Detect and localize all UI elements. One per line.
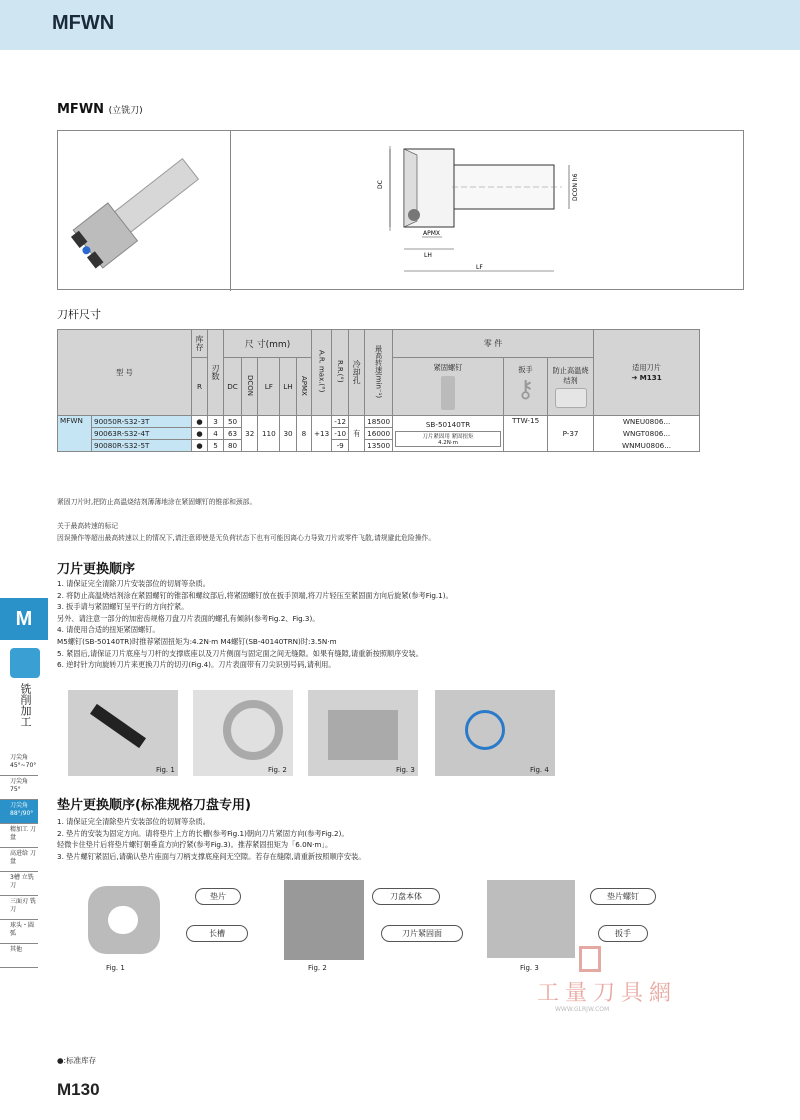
sidebar-item-ball[interactable]: 球头・圆弧: [0, 920, 38, 944]
insert-step: M5螺钉(SB-50140TR)时推荐紧固扭矩为:4.2N·m M4螺钉(SB-40140TRN)时:3.5N·m: [57, 636, 337, 646]
dcon-label: DCON h6: [572, 173, 579, 201]
model-cell-2: 90080R-S32-5T: [92, 440, 192, 452]
wrench-cell: TTW-15: [504, 416, 548, 452]
th-dimensions: 尺 寸(mm): [224, 330, 312, 358]
sidebar-item-88-90[interactable]: 刀尖角 88°/90°: [0, 800, 38, 824]
insert-fig4-label: Fig. 4: [530, 766, 549, 774]
th-dcon: DCON: [242, 358, 258, 416]
sidebar-item-high-feed[interactable]: 高进给 刀盘: [0, 848, 38, 872]
stock-cell-1: ●: [192, 428, 208, 440]
th-lh: LH: [280, 358, 297, 416]
callout-wrench: 扳手: [598, 925, 648, 942]
insert-fig1-photo: [68, 690, 178, 776]
shim-fig2-label: Fig. 2: [308, 964, 327, 972]
dc-cell-0: 50: [224, 416, 242, 428]
apmx-label: APMX: [423, 230, 441, 237]
tube-icon: [555, 388, 587, 408]
stock-cell-0: ●: [192, 416, 208, 428]
watermark-url: WWW.GLRJW.COM: [555, 1006, 610, 1013]
speed-cell-1: 16000: [365, 428, 393, 440]
note-speed-title: 关于最高转速的标记: [57, 522, 119, 530]
inserts-heading: 适用刀片: [632, 363, 661, 372]
insert-step: 2. 将防止高温烧结剂涂在紧固螺钉的锥部和螺纹部后,将紧固螺钉放在扳手顶端,将刀片轻压至紧固面方向后旋紧(参考Fig.1)。: [57, 590, 453, 600]
tool-figure-box: [57, 130, 744, 290]
th-coolant: 冷却孔: [349, 330, 365, 416]
insert-fig2-label: Fig. 2: [268, 766, 287, 774]
lh-label: LH: [424, 252, 432, 259]
insert-step: 3. 扳手请与紧固螺钉呈平行的方向拧紧。: [57, 602, 189, 612]
z-cell-0: 3: [208, 416, 224, 428]
ar-cell: +13: [312, 416, 332, 452]
th-screw: 紧固螺钉: [393, 358, 504, 416]
screw-model: SB-50140TR: [425, 420, 471, 429]
rr-cell-1: -10: [332, 428, 349, 440]
tool-photo: [58, 131, 228, 289]
sidebar-nav: [0, 752, 38, 968]
insert-fig1-label: Fig. 1: [156, 766, 175, 774]
apmx-cell: 8: [296, 416, 311, 452]
shim-step: 2. 垫片的安装为固定方向。请将垫片上方的长槽(参考Fig.1)朝向刀片紧固方向(参考Fig.2)。: [57, 828, 349, 838]
watermark-logo: [579, 946, 601, 972]
section-tab-m[interactable]: M: [0, 598, 48, 640]
shim-fig1-photo: [80, 880, 170, 960]
th-antiseize: 防止高温烧结剂: [548, 358, 594, 416]
shim-fig2-photo: [284, 880, 364, 960]
torque-box: 刀片紧固用 紧固扭矩 4.2N·m: [395, 431, 501, 447]
spec-table: [57, 329, 700, 452]
wrench-icon: ⚷: [516, 374, 535, 403]
insert-fig3-photo: [308, 690, 418, 776]
coolant-cell: 有: [349, 416, 365, 452]
sidebar-item-45-70[interactable]: 刀尖角 45°~70°: [0, 752, 38, 776]
insert-step: 4. 请使用合适的扭矩紧固螺钉。: [57, 625, 160, 635]
shim-proc-steps: [57, 816, 657, 862]
insert-cell-0: WNEU0806...: [594, 416, 700, 428]
th-stock-r: R: [192, 358, 208, 416]
watermark: [537, 946, 697, 1016]
sidebar-item-other[interactable]: 其他: [0, 944, 38, 968]
insert-step: 6. 逆时针方向旋转刀片来更换刀片的切刃(Fig.4)。刀片表面带有刀尖识别号码,请利用。: [57, 660, 336, 670]
th-apmx: APMX: [296, 358, 311, 416]
lf-label: LF: [476, 264, 483, 271]
figure-divider: [230, 131, 231, 291]
th-ar: A.R. max.(°): [312, 330, 332, 416]
model-cell-1: 90063R-S32-4T: [92, 428, 192, 440]
shim-fig1-label: Fig. 1: [106, 964, 125, 972]
section-title: [57, 102, 143, 117]
th-model: 型 号: [58, 330, 192, 416]
dc-cell-2: 80: [224, 440, 242, 452]
callout-clamp-face: 刀片紧固面: [381, 925, 463, 942]
lf-cell: 110: [258, 416, 280, 452]
th-rr: R.R.(°): [332, 330, 349, 416]
series-cell: MFWN: [58, 416, 92, 452]
dc-label: DC: [377, 180, 384, 189]
sidebar-item-3-flute[interactable]: 3槽 立铣刀: [0, 872, 38, 896]
z-cell-2: 5: [208, 440, 224, 452]
callout-groove: 长槽: [186, 925, 248, 942]
screw-icon: [441, 376, 455, 410]
th-wrench: 扳手 ⚷: [504, 358, 548, 416]
note-antiseize: 紧固刀片时,把防止高温烧结剂薄薄地涂在紧固螺钉的锥部和颈部。: [57, 498, 257, 506]
insert-step: 5. 紧固后,请保证刀片底座与刀杆的支撑底座以及刀片侧面与固定面之间无缝隙。如果有缝隙,请重新按照顺序安装。: [57, 648, 423, 658]
header-bar: [0, 0, 800, 50]
insert-ref-link[interactable]: ➜ M131: [631, 373, 662, 382]
tool-drawing: [232, 131, 742, 289]
sidebar-item-side-mill[interactable]: 三面刃 铣刀: [0, 896, 38, 920]
screw-cell: [393, 416, 504, 452]
insert-step: 另外、请注意一部分的加密齿规格刀盘刀片表面的螺孔有倾斜(参考Fig.2、Fig.3)。: [57, 613, 320, 623]
shim-step: 轻微卡住垫片后将垫片螺钉朝垂直方向拧紧(参考Fig.3)。推荐紧固扭矩为「6.0N·m」。: [57, 840, 333, 850]
callout-body: 刀盘本体: [372, 888, 440, 905]
sidebar-label: 铣削加工: [19, 683, 32, 727]
antiseize-cell: P-37: [548, 416, 594, 452]
shim-step: 1. 请保证完全清除垫片安装部位的切屑等杂质。: [57, 817, 210, 826]
insert-cell-2: WNMU0806...: [594, 440, 700, 452]
shim-step: 3. 垫片螺钉紧固后,请确认垫片座面与刀柄支撑底座间无空隙。若存在缝隙,请重新按照顺序安装。: [57, 851, 366, 861]
shim-fig3-label: Fig. 3: [520, 964, 539, 972]
th-dc: DC: [224, 358, 242, 416]
dc-cell-1: 63: [224, 428, 242, 440]
rr-cell-2: -9: [332, 440, 349, 452]
th-inserts: [594, 330, 700, 416]
insert-fig4-photo: [435, 690, 555, 776]
page-header-title: MFWN: [52, 12, 115, 34]
rr-cell-0: -12: [332, 416, 349, 428]
note-speed-body: 因误操作等超出最高转速以上的情况下,请注意即使是无负荷状态下也有可能因离心力导致刀片或零件飞散,请规避此危险操作。: [57, 534, 436, 542]
z-cell-1: 4: [208, 428, 224, 440]
speed-cell-0: 18500: [365, 416, 393, 428]
shank-dims-heading: 刀杆尺寸: [57, 308, 101, 321]
model-cell-0: 90050R-S32-3T: [92, 416, 192, 428]
insert-step: 1. 请保证完全清除刀片安装部位的切屑等杂质。: [57, 579, 210, 588]
th-stock: 库存: [192, 330, 208, 358]
sidebar-item-finishing[interactable]: 精加工 刀盘: [0, 824, 38, 848]
watermark-text: 工量刀具網: [537, 981, 678, 1006]
th-flutes: 刃数: [208, 330, 224, 416]
stock-cell-2: ●: [192, 440, 208, 452]
th-max-speed: 最高转速(min⁻¹): [365, 330, 393, 416]
callout-shim-screw: 垫片螺钉: [590, 888, 656, 905]
speed-cell-2: 13500: [365, 440, 393, 452]
insert-proc-steps: [57, 578, 657, 671]
milling-icon: [10, 648, 40, 678]
sidebar-item-75[interactable]: 刀尖角 75°: [0, 776, 38, 800]
section-subtitle: (立铣刀): [108, 106, 143, 116]
section-title-text: MFWN: [57, 102, 105, 117]
page-number: M130: [57, 1080, 100, 1099]
insert-fig2-photo: [193, 690, 293, 776]
th-parts: 零 件: [393, 330, 594, 358]
insert-proc-title: 刀片更换顺序: [57, 562, 136, 577]
insert-cell-1: WNGT0806...: [594, 428, 700, 440]
insert-fig3-label: Fig. 3: [396, 766, 415, 774]
callout-shim: 垫片: [195, 888, 241, 905]
shim-proc-title: 垫片更换顺序(标准规格刀盘专用): [57, 798, 251, 813]
lh-cell: 30: [280, 416, 297, 452]
dcon-cell: 32: [242, 416, 258, 452]
th-lf: LF: [258, 358, 280, 416]
stock-legend: ●:标准库存: [57, 1056, 97, 1065]
